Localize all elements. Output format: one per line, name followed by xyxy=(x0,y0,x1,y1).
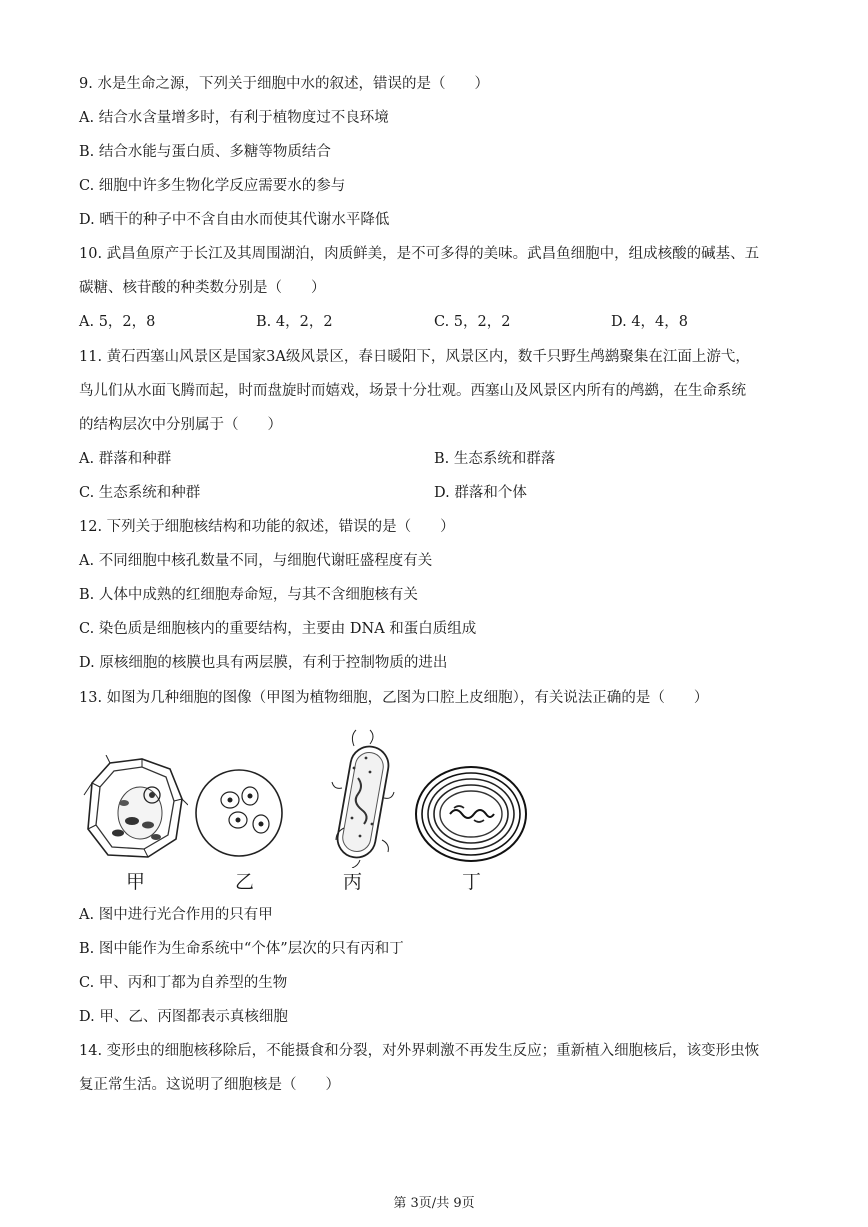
q12-option-b: B. 人体中成熟的红细胞寿命短，与其不含细胞核有关 xyxy=(79,587,418,603)
q10-option-b: B. 4，2，2 xyxy=(256,314,333,330)
figure-label-jia: 甲 xyxy=(126,871,146,893)
q10-stem-line1: 10. 武昌鱼原产于长江及其周围湖泊，肉质鲜美，是不可多得的美味。武昌鱼细胞中，组成核酸的碱基、五 xyxy=(79,246,760,262)
q11-stem-line3: 的结构层次中分别属于（ ） xyxy=(79,417,282,433)
q10-option-a: A. 5，2，8 xyxy=(79,314,156,330)
q14-stem-line1: 14. 变形虫的细胞核移除后，不能摄食和分裂，对外界刺激不再发生反应；重新植入细胞核后，该变形虫恢 xyxy=(79,1043,760,1059)
q12-option-d: D. 原核细胞的核膜也具有两层膜，有利于控制物质的进出 xyxy=(79,655,448,671)
epithelial-cells-figure xyxy=(194,768,284,858)
figure-label-yi: 乙 xyxy=(235,871,255,893)
figure-label-ding: 丁 xyxy=(462,871,482,893)
q12-stem: 12. 下列关于细胞核结构和功能的叙述，错误的是（ ） xyxy=(79,519,455,535)
q11-option-b: B. 生态系统和群落 xyxy=(434,451,556,467)
q12-option-c: C. 染色质是细胞核内的重要结构，主要由 DNA 和蛋白质组成 xyxy=(79,621,477,637)
q13-stem: 13. 如图为几种细胞的图像（甲图为植物细胞，乙图为口腔上皮细胞），有关说法正确的是（ ） xyxy=(79,690,709,706)
q12-option-a: A. 不同细胞中核孔数量不同，与细胞代谢旺盛程度有关 xyxy=(79,553,433,569)
q14-stem-line2: 复正常生活。这说明了细胞核是（ ） xyxy=(79,1077,340,1093)
q11-option-d: D. 群落和个体 xyxy=(434,485,527,501)
q11-option-a: A. 群落和种群 xyxy=(79,451,172,467)
q13-option-b: B. 图中能作为生命系统中“个体”层次的只有丙和丁 xyxy=(79,941,404,957)
q10-option-c: C. 5，2，2 xyxy=(434,314,511,330)
cyanobacterium-figure xyxy=(414,764,528,864)
q11-option-c: C. 生态系统和种群 xyxy=(79,485,201,501)
page-footer: 第 3页/共 9页 xyxy=(393,1196,475,1211)
q13-option-d: D. 甲、乙、丙图都表示真核细胞 xyxy=(79,1009,288,1025)
q9-stem: 9. 水是生命之源，下列关于细胞中水的叙述，错误的是（ ） xyxy=(79,76,489,92)
q9-option-a: A. 结合水含量增多时，有利于植物度过不良环境 xyxy=(79,110,389,126)
q10-option-d: D. 4，4，8 xyxy=(611,314,689,330)
q9-option-c: C. 细胞中许多生物化学反应需要水的参与 xyxy=(79,178,346,194)
plant-cell-figure xyxy=(82,755,188,861)
q10-stem-line2: 碳糖、核苷酸的种类数分别是（ ） xyxy=(79,280,326,296)
q13-option-c: C. 甲、丙和丁都为自养型的生物 xyxy=(79,975,288,991)
bacterium-figure xyxy=(330,728,396,868)
q9-option-d: D. 晒干的种子中不含自由水而使其代谢水平降低 xyxy=(79,212,390,228)
q9-option-b: B. 结合水能与蛋白质、多糖等物质结合 xyxy=(79,144,331,160)
q13-option-a: A. 图中进行光合作用的只有甲 xyxy=(79,907,273,923)
figure-label-bing: 丙 xyxy=(343,871,363,893)
q11-stem-line2: 鸟儿们从水面飞腾而起，时而盘旋时而嬉戏，场景十分壮观。西塞山及风景区内所有的鸬鹚，在生命系统 xyxy=(79,383,746,399)
q11-stem-line1: 11. 黄石西塞山风景区是国家3A级风景区，春日暖阳下，风景区内，数千只野生鸬鹚聚集在江面上游弋， xyxy=(79,349,750,365)
